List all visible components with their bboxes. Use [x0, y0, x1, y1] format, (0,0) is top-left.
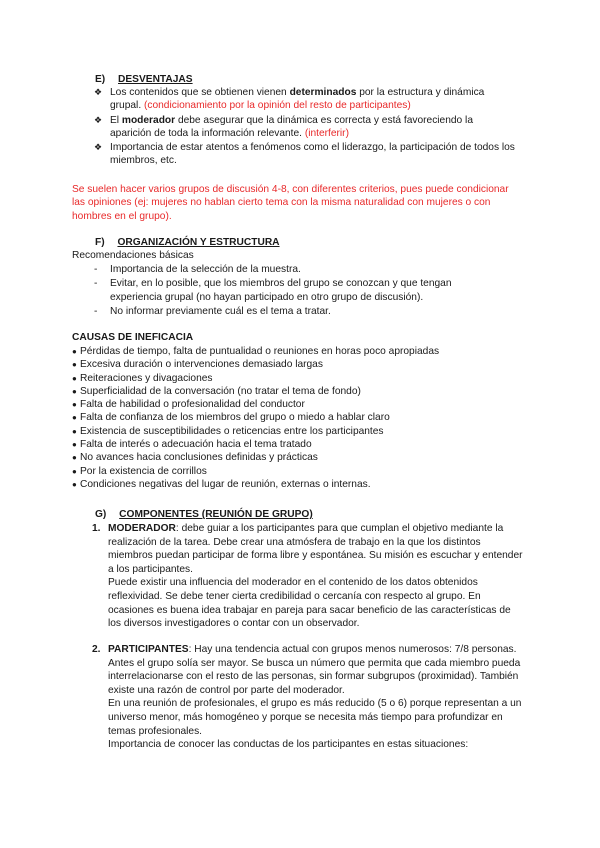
- causas-item: ● Por la existencia de corrillos: [72, 465, 207, 477]
- component-extra: Puede existir una influencia del moderador en el contenido de los datos obtenidos reflexividad. Se debe tener cierta credibilidad o cercanía con respecto al grupo. En ocasiones es buena idea trabajar en pareja para sacar beneficio de las características de los diversos investigadores o contar con un observador.: [108, 577, 511, 630]
- section-f-item: - Evitar, en lo posible, que los miembros del grupo se conozcan y que tengan experiencia grupal (no hayan participado en otro grupo de discusión).: [94, 278, 452, 303]
- section-g-heading: [95, 508, 313, 521]
- causas-item: ● Superficialidad de la conversación (no tratar el tema de fondo): [72, 385, 361, 397]
- diamond-bullet-icon: ❖: [94, 114, 103, 125]
- section-f-subtitle: Recomendaciones básicas: [72, 250, 194, 261]
- section-g-title: COMPONENTES (REUNIÓN DE GRUPO): [119, 509, 313, 520]
- component-moderador: 1. MODERADOR: debe guiar a los participantes para que cumplan el objetivo mediante la realización de la tarea. Debe crear una atmósfera de trabajo en la que los distintos miembros puedan participar de forma libre y espontánea. Su misión es escuchar y entender a los participantes. Puede existir una influencia del moderador en el contenido de los datos obtenidos reflexividad. Se debe tener cierta credibilidad o cercanía con respecto al grupo. En ocasiones es buena idea trabajar en pareja para sacar beneficio de las características de los diversos investigadores o contar con un observador.: [92, 523, 523, 630]
- section-e-item: ❖ El moderador debe asegurar que la dinámica es correcta y está favoreciendo la aparición de toda la información relevante. (interferir): [94, 114, 473, 139]
- causas-item: ● Reiteraciones y divagaciones: [72, 372, 213, 384]
- section-e-item: ❖ Los contenidos que se obtienen vienen determinados por la estructura y dinámica grupal. (condicionamiento por la opinión del resto de participantes): [94, 87, 485, 112]
- section-e-heading: [95, 73, 193, 86]
- causas-item: ● Pérdidas de tiempo, falta de puntualidad o reuniones en horas poco apropiadas: [72, 346, 440, 357]
- causas-item: ● Excesiva duración o intervenciones demasiado largas: [72, 359, 323, 371]
- causas-item: ● Falta de confianza de los miembros del grupo o miedo a hablar claro: [72, 412, 390, 424]
- causas-item: ● Falta de habilidad o profesionalidad del conductor: [72, 399, 305, 411]
- section-e-item: ❖ Importancia de estar atentos a fenómenos como el liderazgo, la participación de todos los miembros, etc.: [94, 142, 515, 167]
- section-f-letter: F): [95, 237, 105, 248]
- causas-item: ● Falta de interés o adecuación hacia el tema tratado: [72, 439, 312, 451]
- component-term: PARTICIPANTES: [108, 644, 189, 655]
- causas-list: [72, 345, 520, 491]
- component-term: MODERADOR: [108, 523, 176, 534]
- section-f-title: ORGANIZACIÓN Y ESTRUCTURA: [117, 237, 280, 248]
- section-g-letter: G): [95, 509, 107, 520]
- component-extra: En una reunión de profesionales, el grupo es más reducido (5 o 6) porque representan a un universo menor, más homogéneo y porque se necesita más tiempo para profundizar en temas profesionales.: [108, 698, 522, 737]
- causas-title: CAUSAS DE INEFICACIA: [72, 332, 194, 343]
- section-e-letter: E): [95, 74, 106, 85]
- component-extra: Importancia de conocer las conductas de los participantes en estas situaciones:: [108, 739, 469, 751]
- diamond-bullet-icon: ❖: [94, 142, 103, 153]
- section-f-item: - Importancia de la selección de la muestra.: [94, 264, 301, 275]
- causas-item: ● Existencia de susceptibilidades o reticencias entre los participantes: [72, 425, 384, 437]
- section-f-item: - No informar previamente cuál es el tema a tratar.: [94, 305, 331, 317]
- causas-item: ● Condiciones negativas del lugar de reunión, externas o internas.: [72, 478, 371, 490]
- diamond-bullet-icon: ❖: [94, 87, 103, 97]
- component-participantes: 2. PARTICIPANTES: Hay una tendencia actual con grupos menos numerosos: 7/8 personas. Antes el grupo solía ser mayor. Se busca un número que permita que cada miembro pueda interrelacionarse con el resto de las personas, sin formar subgrupos (proximidad). También existe una razón de control por parte del moderador. En una reunión de profesionales, el grupo es más reducido (5 o 6) porque representan a un universo menor, más homogéneo y porque se necesita más tiempo para profundizar en temas profesionales. Importancia de conocer las conductas de los participantes en estas situaciones:: [92, 644, 522, 751]
- section-e-list: [94, 86, 515, 168]
- causas-item: ● No avances hacia conclusiones definidas y prácticas: [72, 452, 318, 464]
- red-note: Se suelen hacer varios grupos de discusión 4-8, con diferentes criterios, pues puede condicionar las opiniones (ej: mujeres no hablan cierto tema con la misma naturalidad con mujeres o con hombres en el grupo).: [72, 184, 509, 222]
- section-e-title: DESVENTAJAS: [118, 74, 193, 85]
- component-number: 1.: [92, 523, 101, 534]
- section-f-list: [94, 263, 505, 318]
- section-f-heading: [95, 236, 280, 249]
- component-number: 2.: [92, 644, 101, 655]
